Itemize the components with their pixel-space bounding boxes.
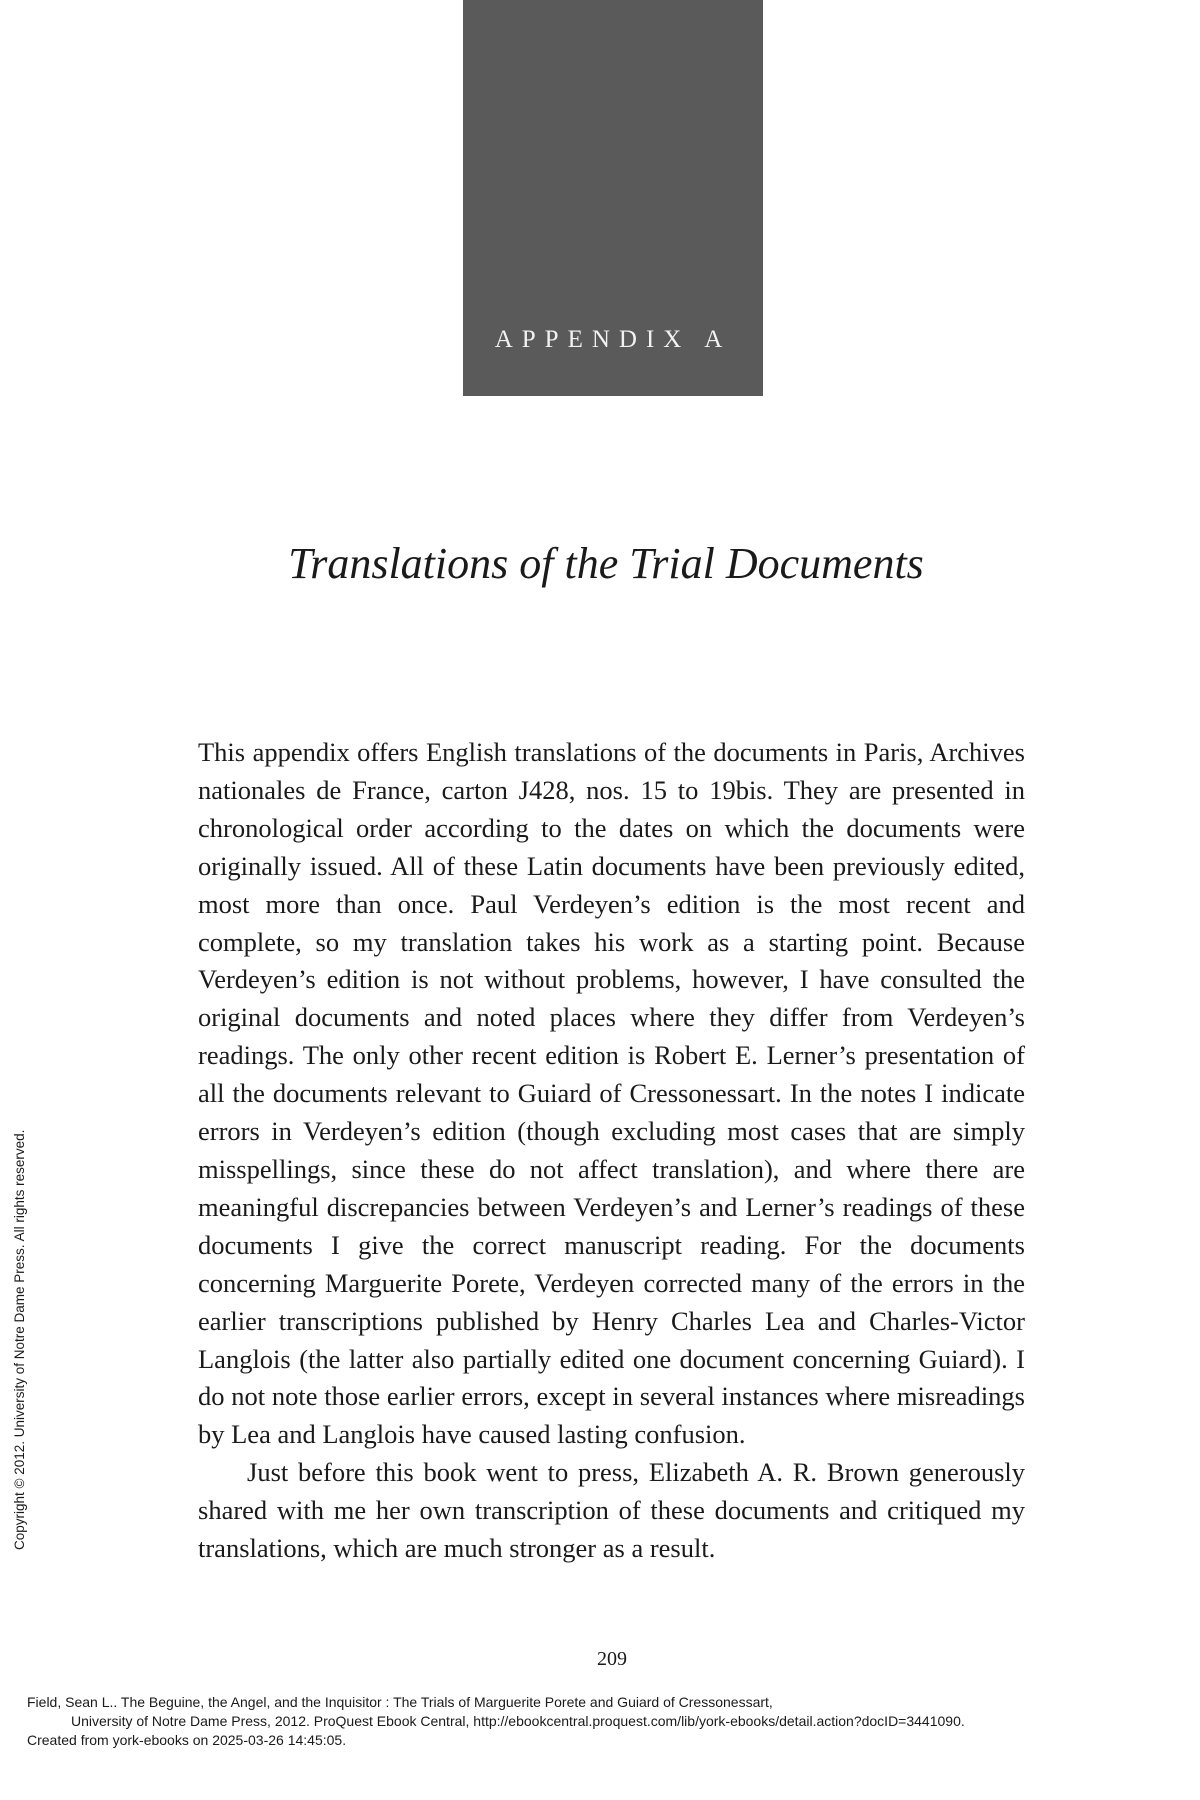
appendix-banner — [463, 0, 763, 396]
citation-line-source: Field, Sean L.. The Beguine, the Angel, and the Inquisitor : The Trials of Marguerite Porete and Guiard of Cressonessart, — [27, 1694, 773, 1710]
citation-line-publisher: University of Notre Dame Press, 2012. ProQuest Ebook Central, http://ebookcentral.proquest.com/lib/york-ebooks/detail.action?docID=3441090. — [71, 1713, 965, 1729]
citation-footer — [27, 1693, 1187, 1750]
body-text — [198, 734, 1025, 1568]
citation-line-created: Created from york-ebooks on 2025-03-26 14:45:05. — [27, 1732, 347, 1748]
appendix-label: APPENDIX A — [494, 326, 732, 353]
page-number: 209 — [597, 1648, 627, 1670]
chapter-title: Translations of the Trial Documents — [288, 539, 924, 588]
paragraph-intro: This appendix offers English translations of the documents in Paris, Archives nationales de France, carton J428, nos. 15 to 19bis. They are presented in chronological order according to the dates on which the documents were originally issued. All of these Latin documents have been previously edited, most more than once. Paul Verdeyen’s edition is the most recent and complete, so my translation takes his work as a starting point. Because Verdeyen’s edition is not without problems, however, I have consulted the original documents and noted places where they differ from Verdeyen’s readings. The only other recent edition is Robert E. Lerner’s presentation of all the documents relevant to Guiard of Cressonessart. In the notes I indicate errors in Verdeyen’s edition (though excluding most cases that are simply misspellings, since these do not affect translation), and where there are meaningful discrepancies between Verdeyen’s and Lerner’s readings of these documents I give the correct manuscript reading. For the documents concerning Marguerite Porete, Verdeyen corrected many of the errors in the earlier transcriptions published by Henry Charles Lea and Charles-Victor Langlois (the latter also partially edited one document concerning Guiard). I do not note those earlier errors, except in several instances where misreadings by Lea and Langlois have caused lasting confusion. — [198, 737, 1025, 1450]
copyright-notice: Copyright © 2012. University of Notre Dame Press. All rights reserved. — [12, 1129, 27, 1550]
paragraph-acknowledgment: Just before this book went to press, Elizabeth A. R. Brown generously shared with me her own transcription of these documents and critiqued my translations, which are much stronger as a result. — [198, 1457, 1025, 1564]
